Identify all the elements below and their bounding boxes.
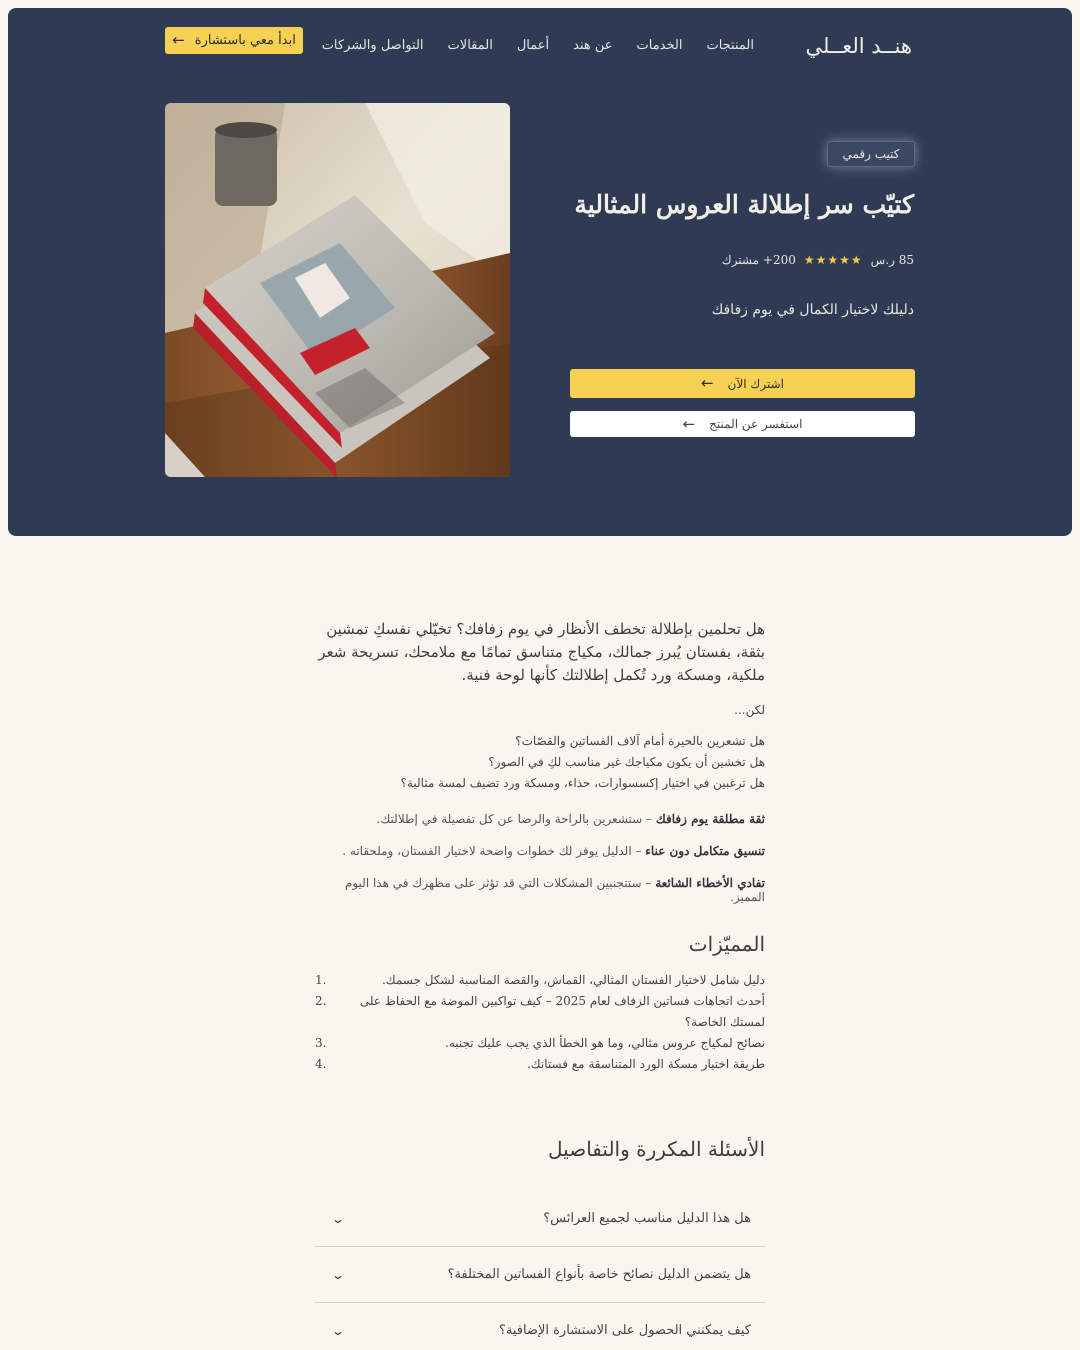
faq-item[interactable] <box>315 1247 765 1303</box>
nav-item-works[interactable]: أعمال <box>516 38 550 53</box>
arrow-left-icon: ← <box>172 31 185 49</box>
benefit-item <box>315 876 765 904</box>
subscriber-count: 200+ مشترك <box>721 253 796 267</box>
product-price: 85 ر.س <box>870 253 914 267</box>
arrow-left-icon: ← <box>701 374 714 392</box>
product-image <box>165 103 510 477</box>
nav-item-about[interactable]: عن هند <box>573 38 613 53</box>
faq-item[interactable] <box>315 1191 765 1247</box>
inquire-button[interactable] <box>570 411 915 437</box>
benefit-title: تنسيق متكامل دون عناء <box>645 844 765 858</box>
product-description <box>315 618 765 1350</box>
features-list <box>315 970 765 1075</box>
product-title: كتيّب سر إطلالة العروس المثالية <box>574 190 914 219</box>
feature-number: 1. <box>315 973 327 987</box>
benefit-item <box>315 812 765 826</box>
faq-accordion <box>315 1191 765 1350</box>
benefit-item <box>315 844 765 858</box>
feature-text: نصائح لمكياج عروس مثالي، وما هو الخطأ الذي يجب عليك تجنبه. <box>445 1036 765 1050</box>
product-subtitle: دليلك لاختيار الكمال في يوم زفافك <box>711 302 914 318</box>
list-item <box>315 991 765 1033</box>
subscribe-button-label: اشترك الآن <box>727 376 784 391</box>
nav-item-services[interactable]: الخدمات <box>636 38 683 53</box>
benefit-title: ثقة مطلقة يوم زفافك <box>655 812 765 826</box>
consultation-button-label: ابدأ معي باستشارة <box>194 33 296 48</box>
faq-question: هل يتضمن الدليل نصائح خاصة بأنواع الفساتين المختلفة؟ <box>447 1267 751 1282</box>
feature-number: 4. <box>315 1057 327 1071</box>
feature-text: أحدث اتجاهات فساتين الزفاف لعام 2025 – كيف تواكبين الموضة مع الحفاظ على لمستك الخاصة؟ <box>359 994 765 1029</box>
features-heading: المميّزات <box>688 932 765 956</box>
chevron-down-icon: ⌄ <box>330 1267 346 1282</box>
star-rating-icon: ★★★★★ <box>803 253 863 267</box>
faq-question: كيف يمكنني الحصول على الاستشارة الإضافية؟ <box>498 1323 751 1338</box>
benefit-text: – الدليل يوفر لك خطوات واضحة لاختيار الفستان، وملحقاته . <box>342 844 646 858</box>
site-logo[interactable]: هنــد العــلي <box>805 34 912 58</box>
questions-list <box>315 731 765 794</box>
intro-but: لكن... <box>734 703 765 717</box>
list-item <box>315 1054 765 1075</box>
nav-item-contact[interactable]: التواصل والشركات <box>321 38 424 53</box>
hero-section <box>8 8 1072 536</box>
list-item: • هل تشعرين بالحيرة أمام آلاف الفساتين والقصّات؟ <box>315 731 1080 752</box>
benefit-title: تفادي الأخطاء الشائعة <box>655 876 765 890</box>
list-item: • هل ترغبين في اختيار إكسسوارات، حذاء، ومسكة ورد تضيف لمسة مثالية؟ <box>315 773 1080 794</box>
faq-heading: الأسئلة المكررة والتفاصيل <box>548 1137 765 1161</box>
arrow-left-icon: ← <box>682 414 696 433</box>
list-item <box>315 970 765 991</box>
faq-item[interactable] <box>315 1303 765 1350</box>
list-item <box>315 1033 765 1054</box>
benefit-text: – ستشعرين بالراحة والرضا عن كل تفصيلة في إطلالتك. <box>376 812 656 826</box>
subscribe-button[interactable] <box>570 369 915 398</box>
product-type-badge: كتيب رقمي <box>827 141 915 167</box>
nav-item-articles[interactable]: المقالات <box>447 38 493 53</box>
inquire-button-label: استفسر عن المنتج <box>709 417 803 431</box>
feature-number: 3. <box>315 1036 327 1050</box>
intro-paragraph: هل تحلمين بإطلالة تخطف الأنظار في يوم زفافك؟ تخيّلي نفسكِ تمشين بثقة، بفستان يُبرز جمالك، مكياج متناسق تمامًا مع ملامحك، تسريحة شعر ملكية، ومسكة ورد تُكمل إطلالتك كأنها لوحة فنية. <box>318 620 765 684</box>
list-item: • هل تخشين أن يكون مكياجك غير مناسب لكِ في الصور؟ <box>315 752 1080 773</box>
feature-number: 2. <box>315 994 327 1008</box>
feature-text: طريقة اختيار مسكة الورد المتناسقة مع فستانك. <box>526 1057 765 1071</box>
feature-text: دليل شامل لاختيار الفستان المثالي، القماش، والقصة المناسبة لشكل جسمك. <box>381 973 765 987</box>
faq-question: هل هذا الدليل مناسب لجميع العرائس؟ <box>543 1211 751 1226</box>
main-nav <box>322 38 754 53</box>
chevron-down-icon: ⌄ <box>330 1323 346 1338</box>
nav-item-products[interactable]: المنتجات <box>706 38 754 53</box>
product-meta <box>722 253 914 267</box>
benefit-text: – ستتجنبين المشكلات التي قد تؤثر على مظهرك في هذا اليوم المميز. <box>344 876 765 904</box>
consultation-button[interactable] <box>165 27 303 54</box>
chevron-down-icon: ⌄ <box>330 1211 346 1226</box>
